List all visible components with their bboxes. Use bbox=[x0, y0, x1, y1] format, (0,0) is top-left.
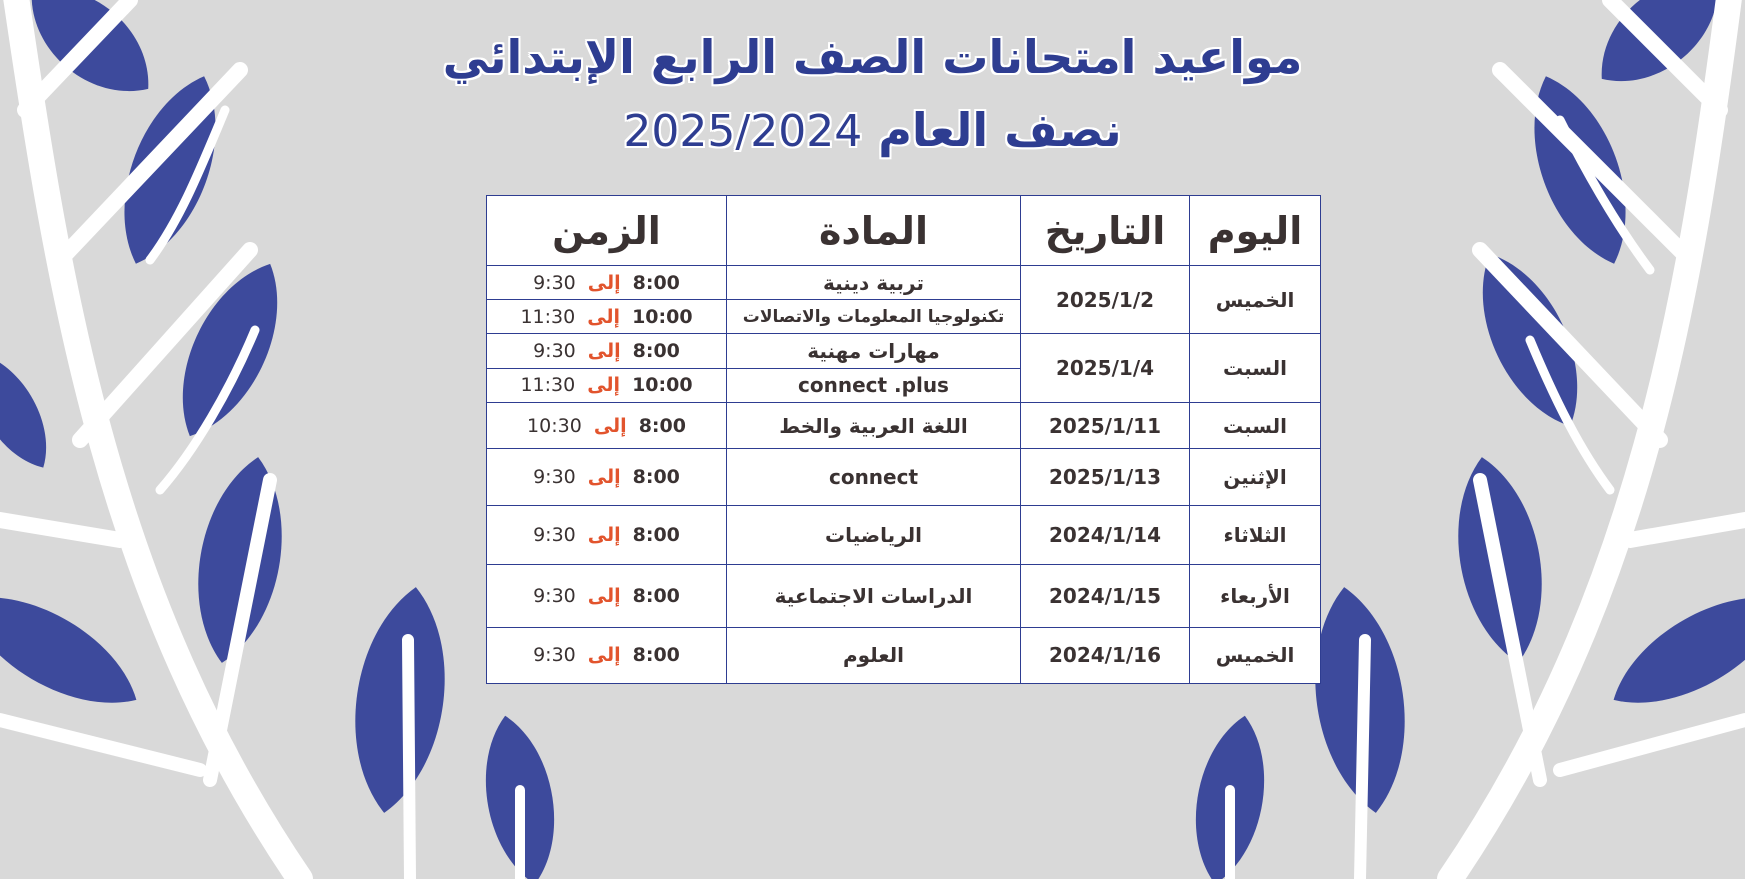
exam-subject: اللغة العربية والخط bbox=[727, 402, 1021, 448]
start-time: 8:00 bbox=[632, 271, 680, 294]
exam-time bbox=[487, 334, 727, 368]
exam-time bbox=[487, 505, 727, 564]
exam-time bbox=[487, 627, 727, 683]
page-title: مواعيد امتحانات الصف الرابع الإبتدائي bbox=[442, 30, 1303, 84]
exam-time bbox=[487, 402, 727, 448]
exam-time bbox=[487, 449, 727, 505]
start-time: 8:00 bbox=[632, 584, 680, 607]
end-time: 9:30 bbox=[533, 523, 576, 546]
exam-time bbox=[487, 266, 727, 300]
table-row bbox=[487, 505, 1321, 564]
table-row bbox=[487, 565, 1321, 627]
exam-subject: مهارات مهنية bbox=[727, 334, 1021, 368]
start-time: 8:00 bbox=[632, 644, 680, 667]
start-time: 8:00 bbox=[632, 523, 680, 546]
table-row bbox=[487, 334, 1321, 368]
column-header-time: الزمن bbox=[487, 196, 727, 266]
end-time: 9:30 bbox=[533, 465, 576, 488]
to-label: إلى bbox=[587, 271, 621, 294]
exam-time bbox=[487, 300, 727, 334]
end-time: 9:30 bbox=[533, 644, 576, 667]
exam-subject: connect .plus bbox=[727, 368, 1021, 402]
end-time: 9:30 bbox=[533, 584, 576, 607]
exam-day: الإثنين bbox=[1190, 449, 1321, 505]
exam-date: 2024/1/14 bbox=[1021, 505, 1190, 564]
to-label: إلى bbox=[587, 584, 621, 607]
page-subtitle bbox=[0, 103, 1745, 157]
exam-day: الثلاثاء bbox=[1190, 505, 1321, 564]
to-label: إلى bbox=[593, 414, 627, 437]
to-label: إلى bbox=[587, 523, 621, 546]
table-row bbox=[487, 627, 1321, 683]
end-time: 9:30 bbox=[533, 271, 576, 294]
table-row bbox=[487, 266, 1321, 300]
exam-subject: العلوم bbox=[727, 627, 1021, 683]
end-time: 11:30 bbox=[520, 305, 576, 328]
start-time: 10:00 bbox=[632, 305, 693, 328]
table-row bbox=[487, 449, 1321, 505]
to-label: إلى bbox=[587, 644, 621, 667]
column-header-date: التاريخ bbox=[1021, 196, 1190, 266]
to-label: إلى bbox=[587, 305, 621, 328]
column-header-day: اليوم bbox=[1190, 196, 1321, 266]
term-label: نصف العام bbox=[878, 103, 1122, 157]
column-header-subject: المادة bbox=[727, 196, 1021, 266]
exam-date: 2025/1/11 bbox=[1021, 402, 1190, 448]
exam-subject: تكنولوجيا المعلومات والاتصالات bbox=[727, 300, 1021, 334]
start-time: 8:00 bbox=[632, 465, 680, 488]
exam-subject: الدراسات الاجتماعية bbox=[727, 565, 1021, 627]
to-label: إلى bbox=[587, 340, 621, 363]
end-time: 10:30 bbox=[527, 414, 582, 437]
exam-day: السبت bbox=[1190, 334, 1321, 402]
exam-time bbox=[487, 565, 727, 627]
exam-time bbox=[487, 368, 727, 402]
start-time: 8:00 bbox=[638, 414, 686, 437]
start-time: 10:00 bbox=[632, 374, 693, 397]
exam-day: الأربعاء bbox=[1190, 565, 1321, 627]
exam-date: 2025/1/2 bbox=[1021, 266, 1190, 334]
end-time: 11:30 bbox=[520, 374, 576, 397]
exam-date: 2025/1/13 bbox=[1021, 449, 1190, 505]
table-row bbox=[487, 402, 1321, 448]
exam-day: السبت bbox=[1190, 402, 1321, 448]
start-time: 8:00 bbox=[632, 340, 680, 363]
exam-subject: الرياضيات bbox=[727, 505, 1021, 564]
table-header-row bbox=[487, 196, 1321, 266]
exam-date: 2024/1/15 bbox=[1021, 565, 1190, 627]
to-label: إلى bbox=[587, 374, 621, 397]
exam-date: 2024/1/16 bbox=[1021, 627, 1190, 683]
academic-year: 2025/2024 bbox=[623, 106, 863, 157]
to-label: إلى bbox=[587, 465, 621, 488]
exam-date: 2025/1/4 bbox=[1021, 334, 1190, 402]
exam-subject: تربية دينية bbox=[727, 266, 1021, 300]
exam-day: الخميس bbox=[1190, 266, 1321, 334]
exam-subject: connect bbox=[727, 449, 1021, 505]
end-time: 9:30 bbox=[533, 340, 576, 363]
exam-schedule-table bbox=[486, 195, 1321, 684]
exam-day: الخميس bbox=[1190, 627, 1321, 683]
